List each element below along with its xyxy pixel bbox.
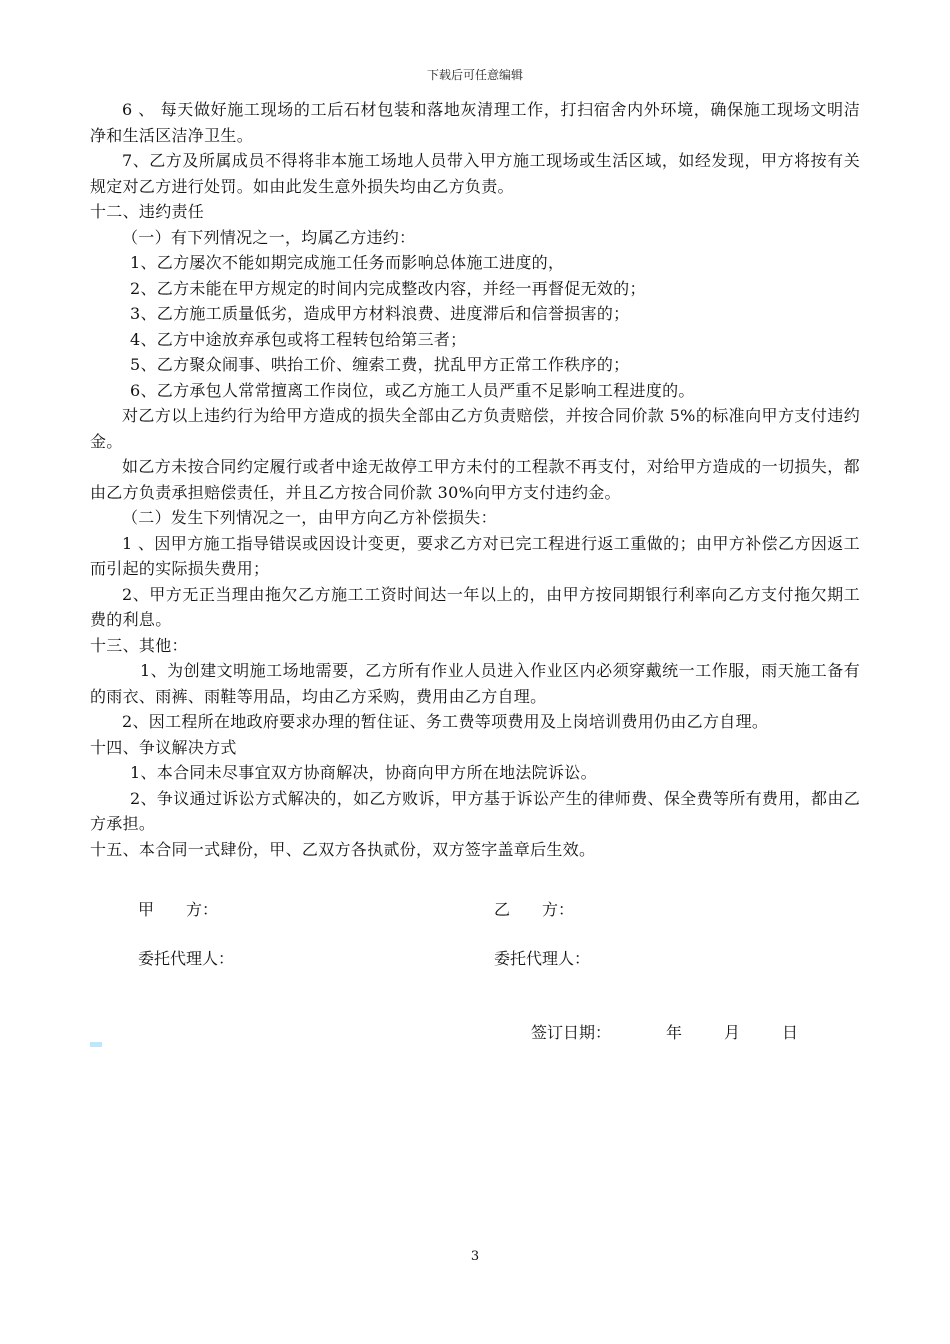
sign-date-day: 日: [782, 1023, 799, 1042]
list-item: 3、乙方施工质量低劣，造成甲方材料浪费、进度滞后和信誉损害的；: [130, 304, 630, 323]
list-item: 5、乙方聚众闹事、哄抬工价、缠索工费，扰乱甲方正常工作秩序的；: [130, 355, 630, 374]
list-item: 1、乙方屡次不能如期完成施工任务而影响总体施工进度的，: [130, 253, 565, 272]
paragraph: 1 、因甲方施工指导错误或因设计变更，要求乙方对已完工程进行返工重做的；由甲方补偿乙方因返工而引起的实际损失费用；: [90, 533, 860, 578]
section-heading: 十二、违约责任: [90, 202, 205, 221]
paragraph: 2、因工程所在地政府要求办理的暂住证、务工费等项费用及上岗培训费用仍由乙方自理。: [122, 712, 769, 731]
page-number: 3: [470, 1249, 480, 1264]
sign-date-label: 签订日期：: [531, 1023, 612, 1042]
sign-date-month: 月: [724, 1023, 741, 1042]
section-heading: 十四、争议解决方式: [90, 737, 237, 757]
paragraph: 2、争议通过诉讼方式解决的，如乙方败诉，甲方基于诉讼产生的律师费、保全费等所有费用，都由乙方承担。: [90, 788, 860, 833]
paragraph: 对乙方以上违约行为给甲方造成的损失全部由乙方负责赔偿，并按合同价款 5%的标准向甲方支付违约金。: [90, 406, 860, 451]
sign-date-year: 年: [666, 1023, 683, 1042]
paragraph: 2、甲方无正当理由拖欠乙方施工工资时间达一年以上的，由甲方按同期银行利率向乙方支付拖欠期工费的利息。: [90, 584, 860, 629]
section-heading: 十三、其他：: [90, 635, 188, 655]
paragraph: 1、为创建文明施工场地需要，乙方所有作业人员进入作业区内必须穿戴统一工作服，雨天施工备有的雨衣、雨裤、雨鞋等用品，均由乙方采购，费用由乙方自理。: [90, 661, 860, 706]
paragraph: 如乙方未按合同约定履行或者中途无故停工甲方未付的工程款不再支付，对给甲方造成的一切损失，都由乙方负责承担赔偿责任，并且乙方按合同价款 30%向甲方支付违约金。: [90, 457, 860, 502]
highlight-mark: [90, 1042, 102, 1047]
page-header: 下载后可任意编辑: [426, 68, 523, 82]
section-heading: 十五、本合同一式肆份，甲、乙双方各执贰份，双方签字盖章后生效。: [90, 839, 596, 859]
paragraph: （二）发生下列情况之一，由甲方向乙方补偿损失：: [122, 508, 497, 527]
paragraph: 7、乙方及所属成员不得将非本施工场地人员带入甲方施工现场或生活区域，如经发现，甲方将按有关规定对乙方进行处罚。如由此发生意外损失均由乙方负责。: [90, 151, 860, 196]
paragraph: 6 、 每天做好施工现场的工后石材包装和落地灰清理工作，打扫宿舍内外环境，确保施工现场文明洁净和生活区洁净卫生。: [90, 100, 860, 145]
list-item: 2、乙方未能在甲方规定的时间内完成整改内容，并经一再督促无效的；: [130, 278, 646, 298]
party-b-label: 乙 方：: [494, 900, 575, 919]
list-item: 4、乙方中途放弃承包或将工程转包给第三者；: [130, 329, 467, 349]
list-item: 6、乙方承包人常常擅离工作岗位，或乙方施工人员严重不足影响工程进度的。: [130, 380, 695, 400]
paragraph: 1、本合同未尽事宜双方协商解决，协商向甲方所在地法院诉讼。: [130, 763, 597, 782]
agent-a-label: 委托代理人：: [138, 949, 235, 968]
paragraph: （一）有下列情况之一，均属乙方违约：: [122, 227, 416, 247]
agent-b-label: 委托代理人：: [494, 949, 591, 968]
contract-body: [90, 97, 860, 862]
party-a-label: 甲 方：: [138, 900, 219, 919]
